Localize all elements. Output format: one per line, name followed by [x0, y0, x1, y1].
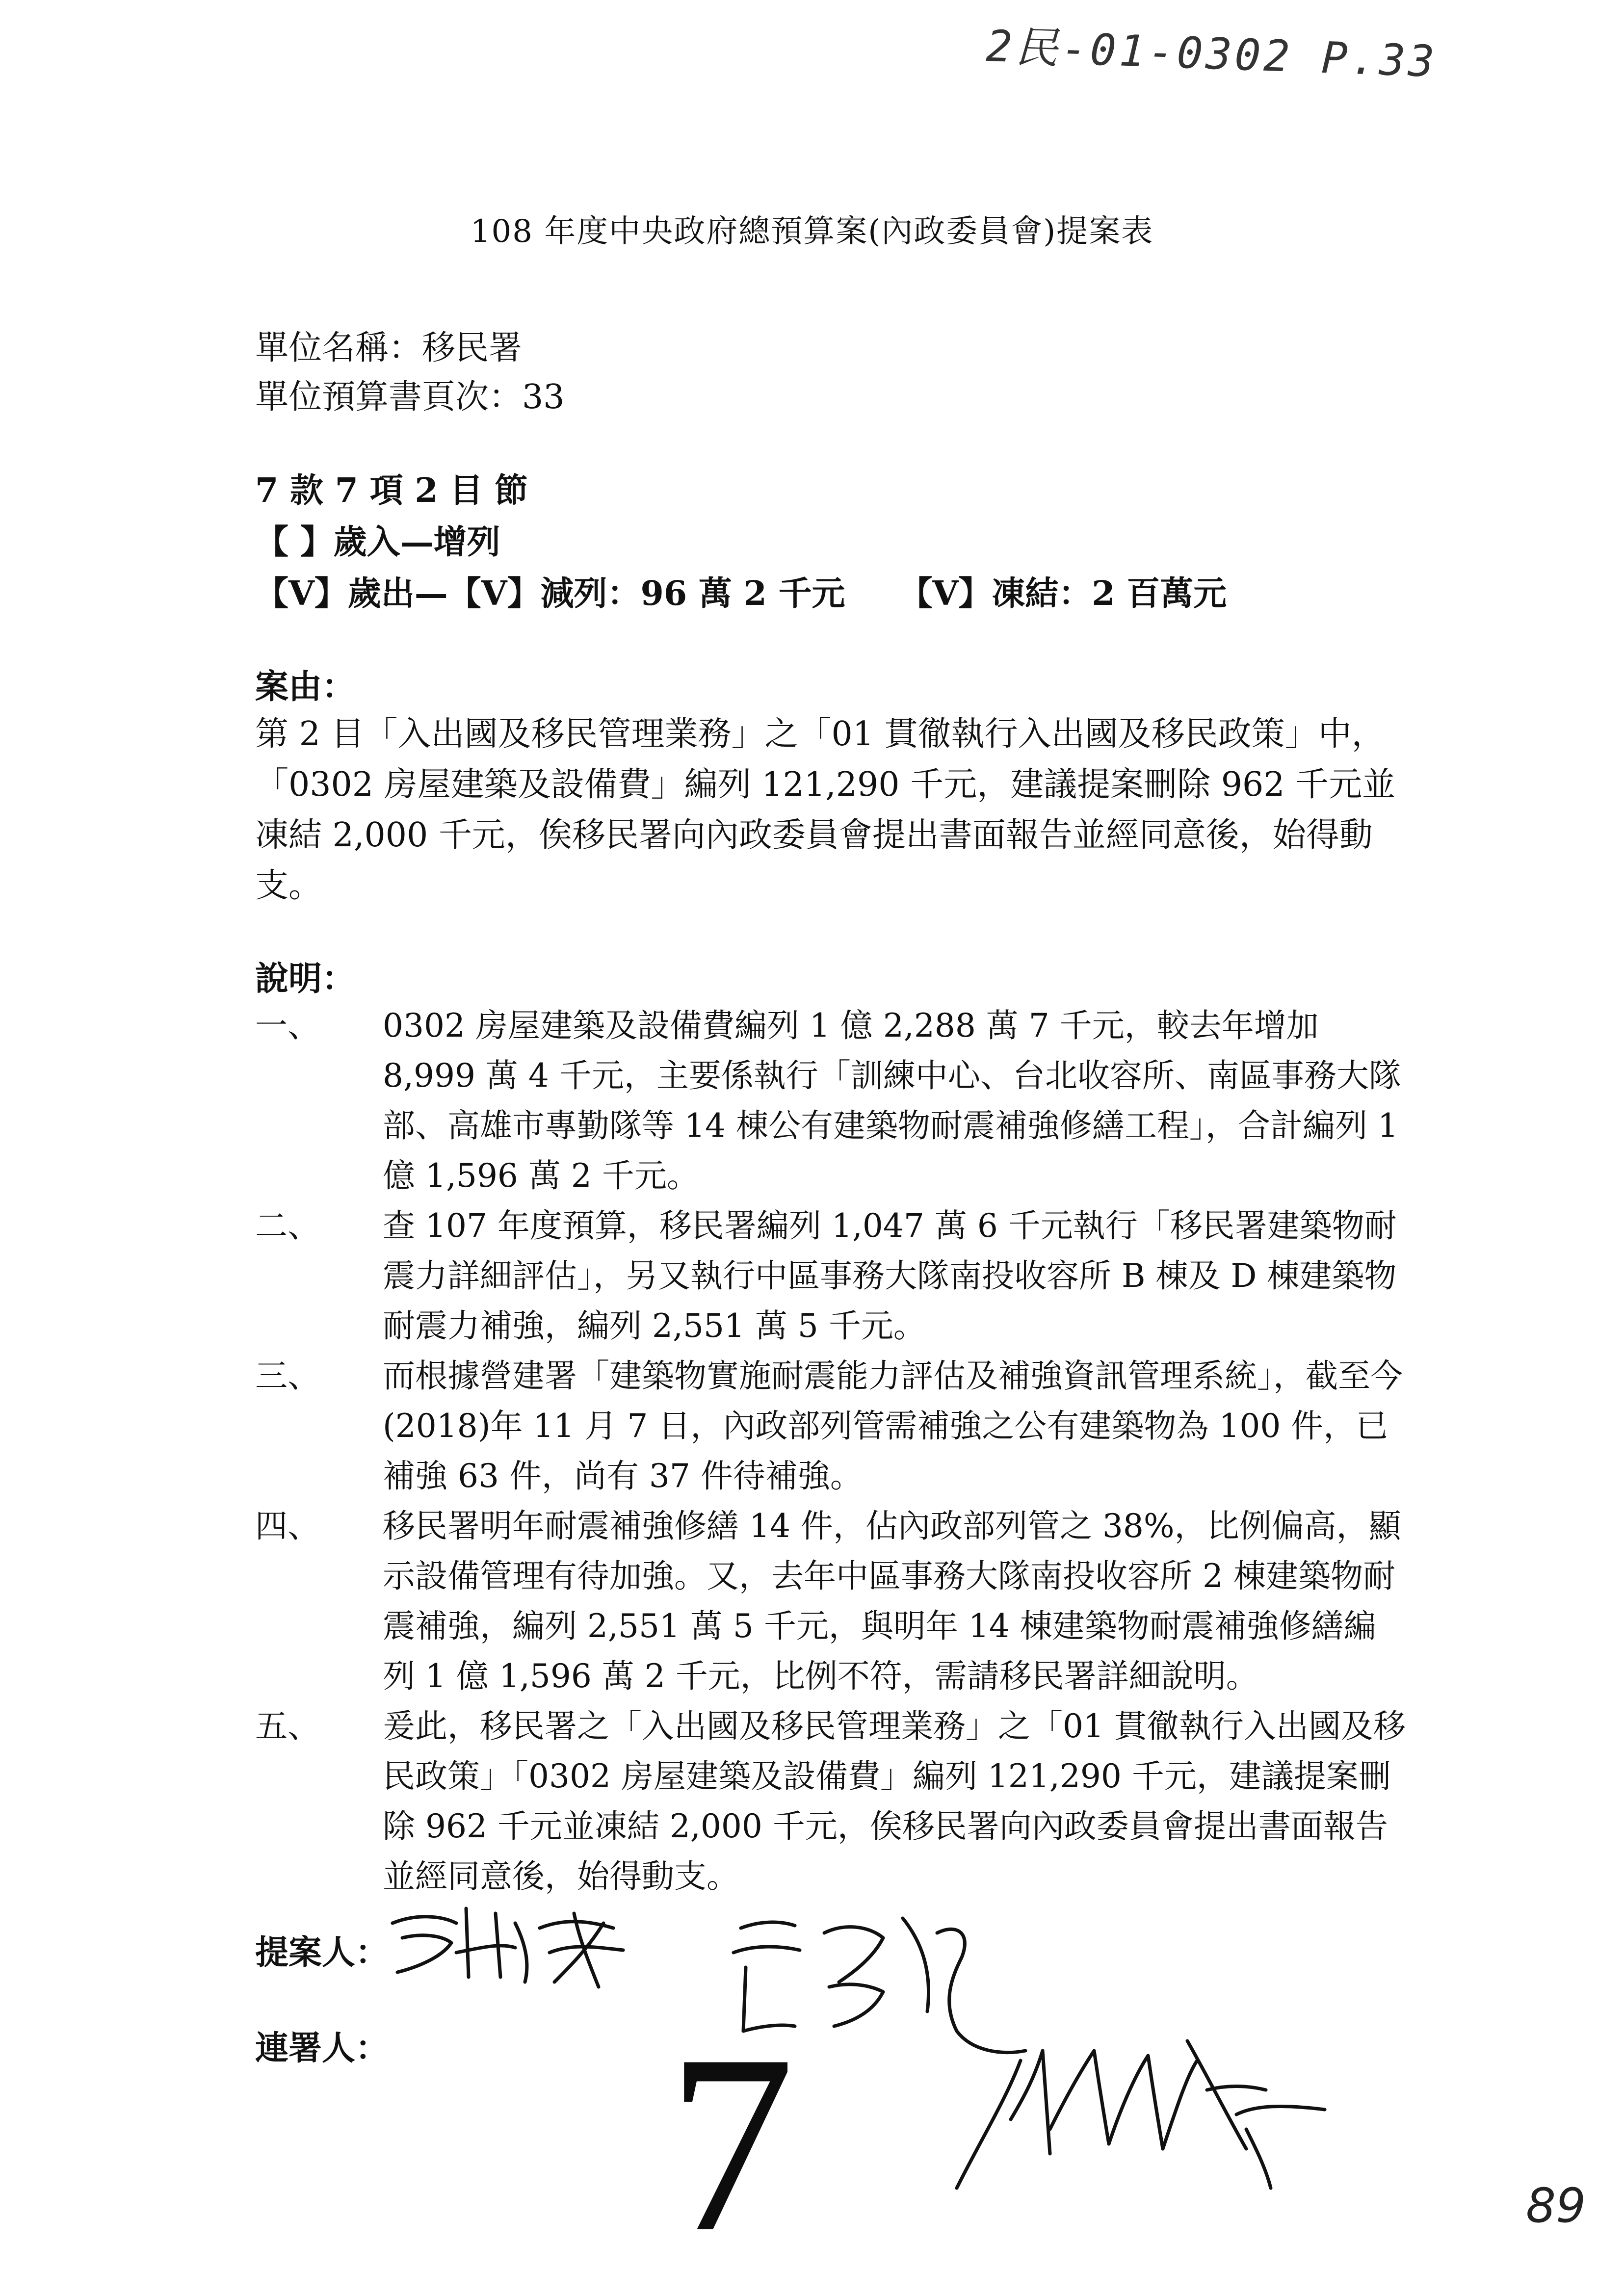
explanation-item — [255, 1201, 1406, 1351]
explanation-item — [255, 1351, 1406, 1501]
proposer-label: 提案人： — [255, 1933, 389, 1972]
explanation-item — [255, 1501, 1406, 1701]
budget-item-reference: 7 款 7 項 2 目 節 — [255, 471, 528, 510]
explanation-item — [255, 1001, 1406, 1201]
unit-name: 單位名稱：移民署 — [255, 329, 523, 367]
explanation-text: 查 107 年度預算，移民署編列 1,047 萬 6 千元執行「移民署建築物耐震力詳細評估」，另又執行中區事務大隊南投收容所 B 棟及 D 棟建築物耐震力補強，編列 2,551 萬 5 千元。 — [383, 1207, 1397, 1345]
freeze-text: 【V】凍結：2 百萬元 — [899, 574, 1227, 613]
explanation-list — [255, 1001, 1406, 1902]
explanation-text: 移民署明年耐震補強修繕 14 件，佔內政部列管之 38%，比例偏高，顯示設備管理有待加強。又，去年中區事務大隊南投收容所 2 棟建築物耐震補強，編列 2,551 萬 5 千元，與明年 14 棟建築物耐震補強修繕編列 1 億 1,596 萬 2 千元，比例不符，需請移民署詳細說明。 — [383, 1507, 1401, 1695]
page-number: 89 — [1526, 2178, 1586, 2233]
explanation-number: 三、 — [255, 1357, 320, 1395]
expense-reduction-text: 【V】歲出—【V】減列：96 萬 2 千元 — [255, 574, 845, 613]
cosigner-signature-2 — [952, 2031, 1335, 2208]
cosigner-count-mark: 7 — [667, 2003, 795, 2285]
explanation-number: 一、 — [255, 1007, 320, 1044]
explanation-heading: 說明： — [255, 959, 356, 998]
handwritten-reference-note: 2民-01-0302 P.33 — [985, 20, 1439, 87]
revenue-increase-line: 【 】歲入—增列 — [255, 522, 500, 562]
explanation-number: 四、 — [255, 1507, 320, 1545]
explanation-text: 爰此，移民署之「入出國及移民管理業務」之「01 貫徹執行入出國及移民政策」「0302 房屋建築及設備費」編列 121,290 千元，建議提案刪除 962 千元並凍結 2,000 千元，俟移民署向內政委員會提出書面報告並經同意後，始得動支。 — [383, 1707, 1406, 1895]
explanation-text: 而根據營建署「建築物實施耐震能力評估及補強資訊管理系統」，截至今(2018)年 11 月 7 日，內政部列管需補強之公有建築物為 100 件，已補強 63 件，尚有 37 件待補強。 — [383, 1357, 1403, 1495]
page-title: 108 年度中央政府總預算案(內政委員會)提案表 — [470, 213, 1154, 250]
explanation-text: 0302 房屋建築及設備費編列 1 億 2,288 萬 7 千元，較去年增加 8,999 萬 4 千元，主要係執行「訓練中心、台北收容所、南區事務大隊部、高雄市專勤隊等 14 棟公有建築物耐震補強修繕工程」，合計編列 1 億 1,596 萬 2 千元。 — [383, 1007, 1401, 1195]
proposer-signature — [383, 1894, 638, 1992]
explanation-item — [255, 1701, 1406, 1902]
reason-text: 第 2 目「入出國及移民管理業務」之「01 貫徹執行入出國及移民政策」中，「0302 房屋建築及設備費」編列 121,290 千元，建議提案刪除 962 千元並凍結 2,000 千元，俟移民署向內政委員會提出書面報告並經同意後，始得動支。 — [255, 715, 1396, 905]
explanation-number: 二、 — [255, 1207, 320, 1245]
explanation-number: 五、 — [255, 1707, 320, 1745]
unit-budget-page: 單位預算書頁次：33 — [255, 378, 565, 417]
expense-reduction-line — [255, 569, 1227, 618]
cosigner-label: 連署人： — [255, 2029, 389, 2068]
reason-heading: 案由： — [255, 667, 356, 706]
